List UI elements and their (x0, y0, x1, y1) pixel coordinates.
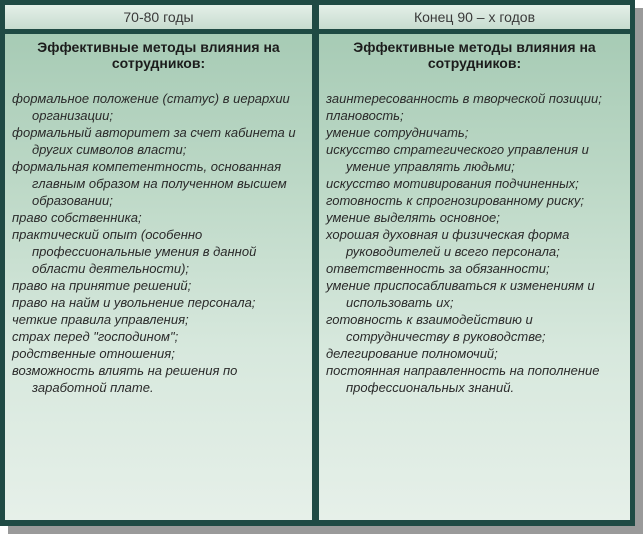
list-item: право на принятие решений; (12, 278, 192, 293)
list-item: готовность к спрогнозированному риску; (326, 193, 584, 208)
column-right (319, 34, 630, 520)
list-item: заинтересованность в творческой позиции; (326, 91, 602, 106)
list-item: право собственника; (12, 210, 142, 225)
methods-list-left (5, 90, 312, 396)
column-header-right: Конец 90 – х годов (319, 5, 630, 29)
list-item: готовность к взаимодействию и сотрудничеству в руководстве; (326, 312, 546, 344)
column-title-right: Эффективные методы влияния на сотрудников: (353, 39, 596, 71)
column-header-left: 70-80 годы (5, 5, 312, 29)
list-item: страх перед "господином"; (12, 329, 179, 344)
list-item: формальная компетентность, основанная главным образом на полученном высшем образовании; (12, 159, 287, 208)
list-item: плановость; (326, 108, 404, 123)
list-item: право на найм и увольнение персонала; (12, 295, 256, 310)
list-item: формальный авторитет за счет кабинета и других символов власти; (12, 125, 296, 157)
list-item: родственные отношения; (12, 346, 175, 361)
column-title-left: Эффективные методы влияния на сотрудников: (37, 39, 280, 71)
column-left (5, 34, 312, 520)
list-item: четкие правила управления; (12, 312, 189, 327)
list-item: умение сотрудничать; (326, 125, 469, 140)
list-item: умение приспосабливаться к изменениям и использовать их; (326, 278, 595, 310)
list-item: ответственность за обязанности; (326, 261, 550, 276)
list-item: делегирование полномочий; (326, 346, 498, 361)
list-item: искусство стратегического управления и умение управлять людьми; (326, 142, 589, 174)
list-item: умение выделять основное; (326, 210, 500, 225)
list-item: практический опыт (особенно профессиональные умения в данной области деятельности); (12, 227, 257, 276)
list-item: возможность влиять на решения по заработной плате. (12, 363, 238, 395)
list-item: хорошая духовная и физическая форма руководителей и всего персонала; (326, 227, 570, 259)
list-item: формальное положение (статус) в иерархии организации; (12, 91, 290, 123)
list-item: постоянная направленность на пополнение профессиональных знаний. (326, 363, 600, 395)
methods-list-right (319, 90, 630, 396)
list-item: искусство мотивирования подчиненных; (326, 176, 579, 191)
